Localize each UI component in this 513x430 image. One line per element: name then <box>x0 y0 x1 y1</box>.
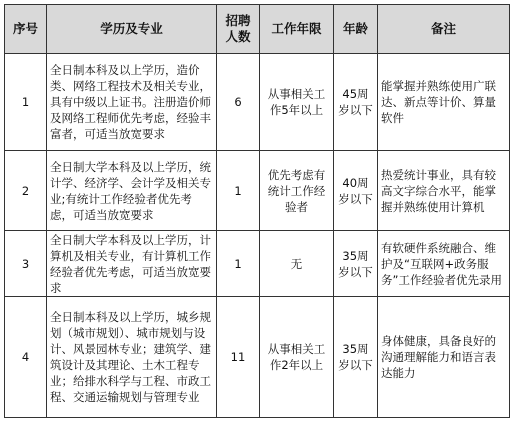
cell-age: 40周岁以下 <box>334 151 378 231</box>
header-notes: 备注 <box>378 5 510 54</box>
cell-notes: 有软硬件系统融合、维护及“互联网+政务服务”工作经验者优先录用 <box>378 231 510 297</box>
table-row <box>5 54 510 151</box>
header-count: 招聘人数 <box>217 5 260 54</box>
table-row <box>5 231 510 297</box>
cell-count: 6 <box>217 54 260 151</box>
cell-age: 35周岁以下 <box>334 297 378 418</box>
cell-age: 35周岁以下 <box>334 231 378 297</box>
header-major: 学历及专业 <box>47 5 217 54</box>
cell-experience: 优先考虑有统计工作经验者 <box>260 151 334 231</box>
header-age: 年龄 <box>334 5 378 54</box>
cell-seq: 4 <box>5 297 47 418</box>
cell-notes: 热爱统计事业，具有较高文字综合水平，能掌握并熟练使用计算机 <box>378 151 510 231</box>
cell-major: 全日制大学本科及以上学历，统计学、经济学、会计学及相关专业;有统计工作经验者优先考虑，可适当放宽要求 <box>47 151 217 231</box>
cell-experience: 从事相关工作2年以上 <box>260 297 334 418</box>
cell-count: 1 <box>217 231 260 297</box>
table-row <box>5 297 510 418</box>
header-seq: 序号 <box>5 5 47 54</box>
cell-experience: 从事相关工作5年以上 <box>260 54 334 151</box>
header-experience: 工作年限 <box>260 5 334 54</box>
recruitment-table <box>4 4 510 418</box>
header-row <box>5 5 510 54</box>
cell-major: 全日制大学本科及以上学历，计算机及相关专业，有计算机工作经验者优先考虑，可适当放宽要求 <box>47 231 217 297</box>
cell-count: 11 <box>217 297 260 418</box>
cell-count: 1 <box>217 151 260 231</box>
cell-age: 45周岁以下 <box>334 54 378 151</box>
cell-major: 全日制本科及以上学历，城乡规划（城市规划）、城市规划与设计、风景园林专业；建筑学、建筑设计及其理论、土木工程专业；给排水科学与工程、市政工程、交通运输规划与管理专业 <box>47 297 217 418</box>
cell-notes: 身体健康，具备良好的沟通理解能力和语言表达能力 <box>378 297 510 418</box>
cell-seq: 3 <box>5 231 47 297</box>
cell-seq: 2 <box>5 151 47 231</box>
cell-major: 全日制本科及以上学历，造价类、网络工程技术及相关专业，具有中级以上证书。注册造价师及网络工程师优先考虑，经验丰富者，可适当放宽要求 <box>47 54 217 151</box>
table-row <box>5 151 510 231</box>
cell-notes: 能掌握并熟练使用广联达、新点等计价、算量软件 <box>378 54 510 151</box>
cell-seq: 1 <box>5 54 47 151</box>
cell-experience: 无 <box>260 231 334 297</box>
